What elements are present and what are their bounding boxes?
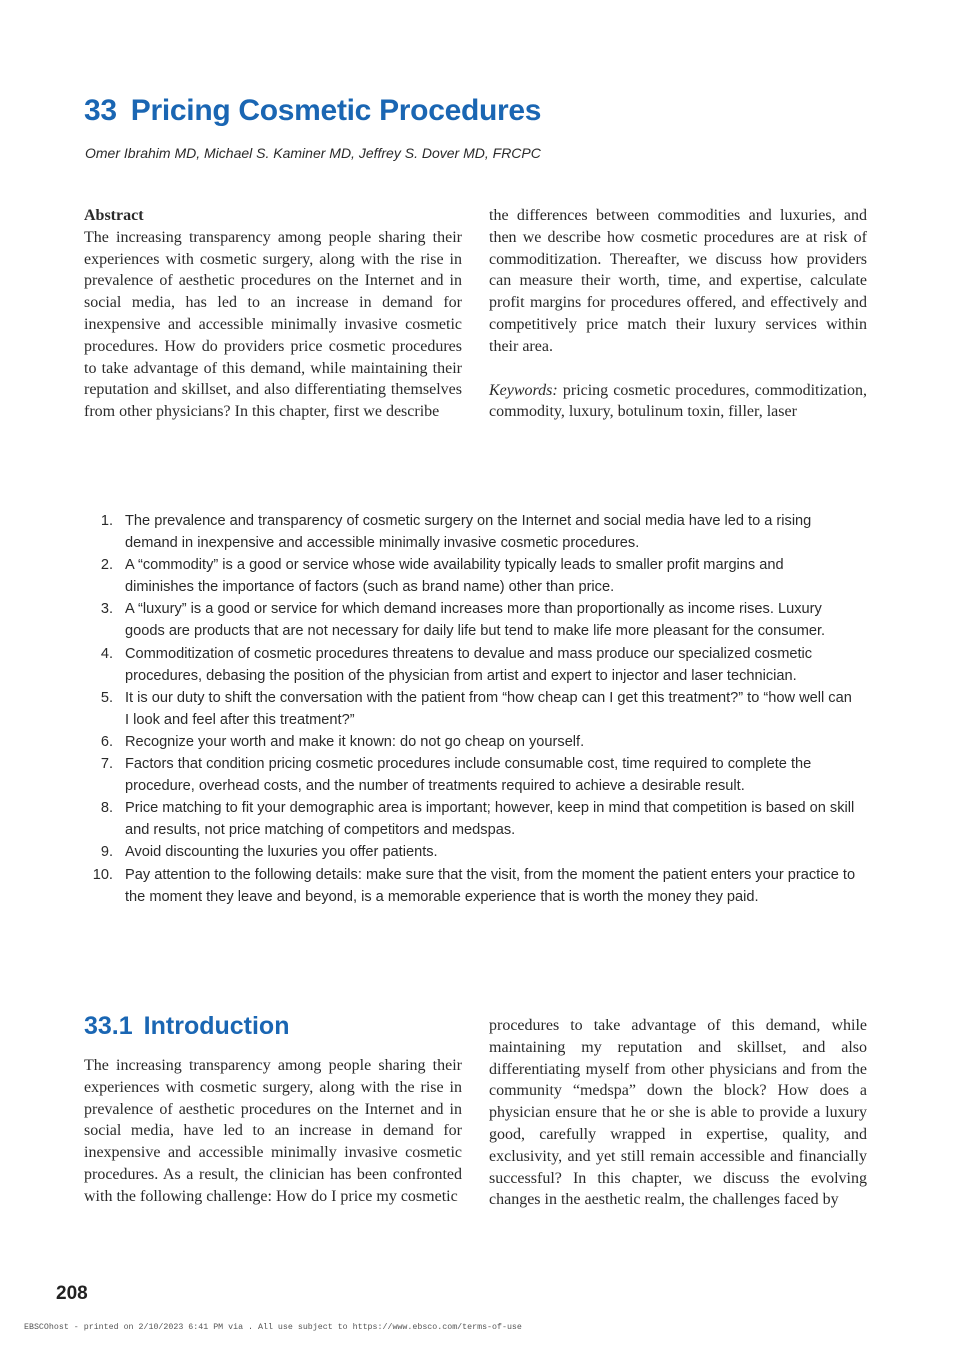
key-point-number: 10.: [92, 866, 113, 883]
key-point: [86, 554, 856, 598]
key-point-text: Price matching to fit your demographic area is important; however, keep in mind that competition is based on skill and results, not price matching of competitors and medspas.: [125, 800, 855, 839]
key-point: [86, 598, 856, 642]
keywords-list: pricing cosmetic procedures, commoditization, commodity, luxury, botulinum toxin, filler, laser: [489, 381, 868, 421]
key-point-text: Avoid discounting the luxuries you offer patients.: [125, 844, 438, 861]
key-point: [86, 510, 856, 554]
key-point-number: 7.: [100, 756, 113, 773]
key-point: [86, 731, 856, 753]
key-point: [86, 753, 856, 797]
keywords: [489, 380, 867, 424]
abstract-column-left: [84, 205, 462, 423]
key-point: [86, 797, 856, 841]
intro-column-right: [489, 1015, 867, 1211]
key-point-text: A “luxury” is a good or service for which demand increases more than proportionally as income rises. Luxury goods are products that are not necessary for daily life but tend to make life more pleasant for the consumer.: [125, 601, 826, 640]
abstract-text-left: The increasing transparency among people sharing their experiences with cosmetic surgery, along with the rise in prevalence of aesthetic procedures on the Internet and in social media, has led to an increase in demand for inexpensive and accessible minimally invasive cosmetic procedures. How do providers price cosmetic procedures to take advantage of this demand, while maintaining their reputation and skillset, and also differentiating themselves from other physicians? In this chapter, first we describe: [84, 228, 462, 421]
key-point-text: Factors that condition pricing cosmetic procedures include consumable cost, time required to complete the procedure, overhead costs, and the number of treatments required to achieve a desirable result.: [125, 756, 812, 795]
key-point-number: 9.: [100, 844, 113, 861]
key-point: [86, 841, 856, 863]
section-heading: [84, 1012, 289, 1041]
key-point-text: Pay attention to the following details: make sure that the visit, from the moment the patient enters your practice to the moment they leave and beyond, is a memorable experience that is worth the money they paid.: [125, 866, 856, 905]
key-point: [86, 643, 856, 687]
intro-text-left: The increasing transparency among people sharing their experiences with cosmetic surgery, along with the rise in prevalence of aesthetic procedures on the Internet and in social media, have led to an increase in demand for inexpensive and accessible minimally invasive cosmetic procedures. As a result, the clinician has been confronted with the following challenge: How do I price my cosmetic: [84, 1057, 462, 1205]
key-point-text: Recognize your worth and make it known: do not go cheap on yourself.: [125, 733, 585, 750]
intro-column-left: [84, 1055, 462, 1208]
chapter-title-text: Pricing Cosmetic Procedures: [130, 94, 542, 127]
key-point-number: 8.: [100, 800, 113, 817]
section-number: 33.1: [84, 1012, 133, 1040]
key-point-number: 2.: [100, 557, 113, 574]
footer-notice: EBSCOhost - printed on 2/10/2023 6:41 PM via . All use subject to https://www.ebsco.com/terms-of-use: [24, 1323, 522, 1332]
key-point-text: It is our duty to shift the conversation with the patient from “how cheap can I get this treatment?” to “how well can I look and feel after this treatment?”: [125, 689, 852, 728]
abstract-heading: Abstract: [84, 207, 144, 224]
page-number: 208: [56, 1283, 88, 1304]
chapter-number: 33: [84, 94, 117, 127]
section-title: Introduction: [143, 1012, 290, 1040]
abstract-text-right: the differences between commodities and luxuries, and then we describe how cosmetic procedures are at risk of commoditization. Thereafter, we discuss how providers can measure their worth, time, and expertise, calculate profit margins for procedures offered, and effectively and competitively price match their luxury services within their area.: [489, 207, 867, 355]
key-points-list: [86, 510, 856, 908]
key-point-number: 3.: [100, 601, 113, 618]
key-point-text: The prevalence and transparency of cosmetic surgery on the Internet and social media have led to a rising demand in inexpensive and accessible minimally invasive cosmetic procedures.: [125, 513, 812, 552]
key-point-number: 5.: [100, 689, 113, 706]
key-point-text: Commoditization of cosmetic procedures threatens to devalue and mass produce our specialized cosmetic procedures, debasing the position of the physician from artist and expert to injector and laser technician.: [125, 645, 813, 684]
key-point-number: 1.: [100, 513, 113, 529]
key-point-number: 6.: [100, 733, 113, 750]
chapter-title: [84, 94, 541, 128]
keywords-label: Keywords:: [489, 381, 558, 399]
chapter-authors: Omer Ibrahim MD, Michael S. Kaminer MD, Jeffrey S. Dover MD, FRCPC: [85, 145, 541, 161]
key-point: [86, 864, 856, 908]
key-point: [86, 687, 856, 731]
abstract-column-right: [489, 205, 867, 423]
intro-text-right: procedures to take advantage of this demand, while maintaining my reputation and skillset, and also differentiating myself from other physicians and from the community “medspa” down the block? How does a physician ensure that he or she is able to provide a luxury good, carefully wrapped in expertise, quality, and exclusivity, and yet still remain accessible and financially successful? In this chapter, we discuss the evolving changes in the aesthetic realm, the challenges faced by: [489, 1017, 867, 1209]
key-point-text: A “commodity” is a good or service whose wide availability typically leads to smaller profit margins and diminishes the importance of factors (such as brand name) other than price.: [125, 557, 784, 596]
key-point-number: 4.: [100, 645, 113, 662]
